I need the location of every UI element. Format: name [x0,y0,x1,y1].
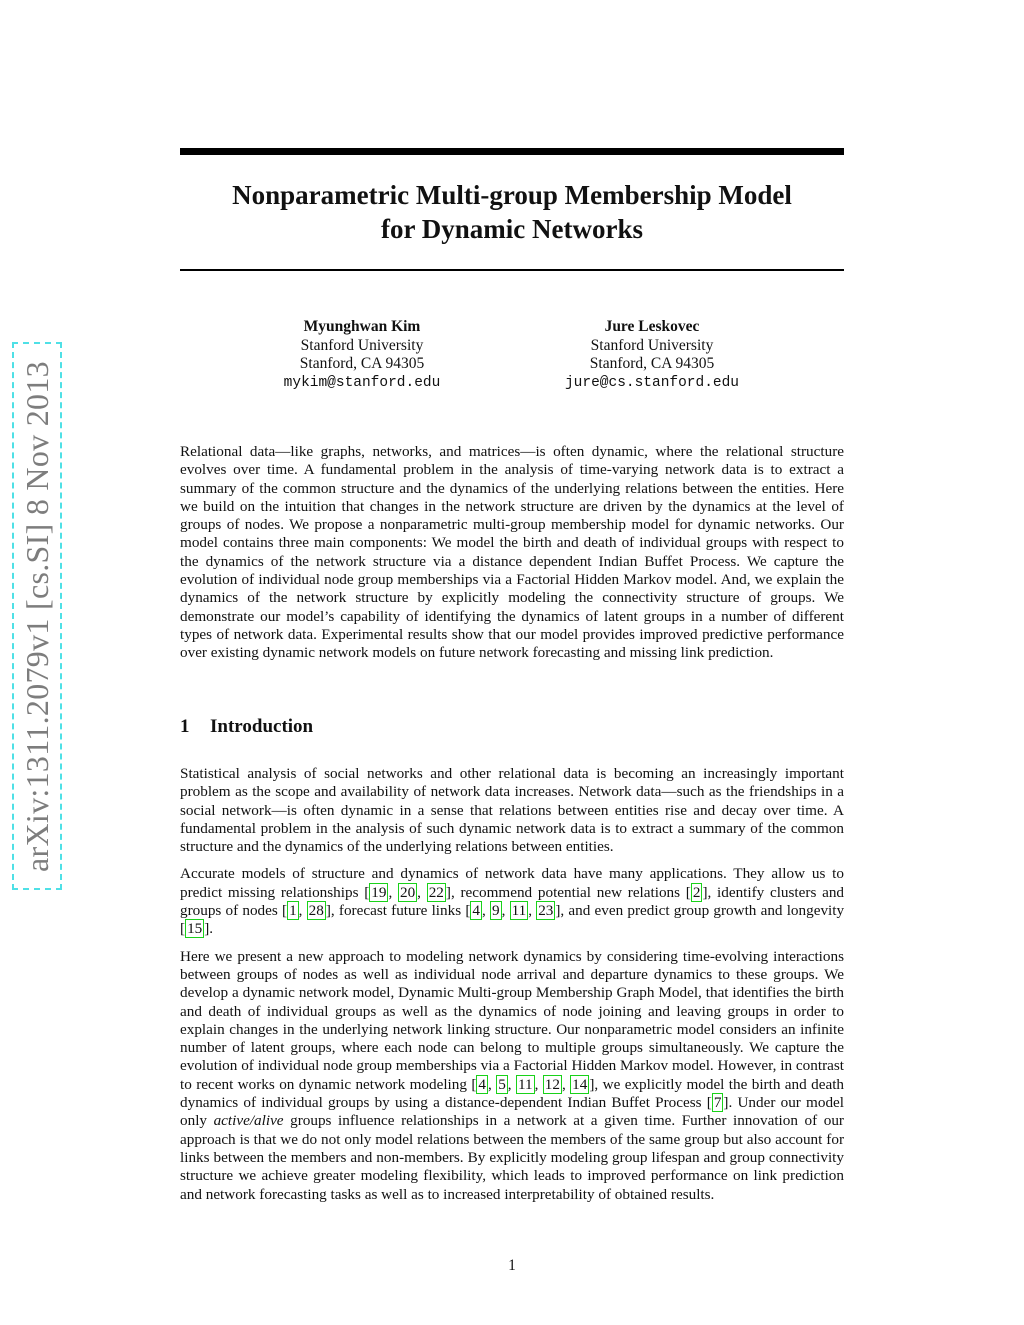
author-address: Stanford, CA 94305 [299,355,425,372]
title-top-rule [180,148,844,155]
text-run: , [501,902,510,920]
citation-link[interactable]: 11 [517,1075,533,1093]
citation-link[interactable]: 22 [428,883,444,901]
text-run: , [528,902,537,920]
citation-link[interactable]: 28 [308,902,324,920]
introduction-body [180,765,844,1213]
citation-link[interactable]: 7 [713,1094,722,1112]
text-run: , [388,883,398,901]
text-run: , [561,1075,571,1093]
paragraph-3 [180,948,844,1204]
author-email[interactable]: jure@cs.stanford.edu [564,374,740,391]
text-run: , [488,1075,497,1093]
arxiv-id: arXiv:1311.2079v1 [cs.SI] 8 Nov 2013 [18,360,55,872]
abstract-text: Relational data—like graphs, networks, and matrices—is often dynamic, where the relational structure evolves over time. A fundamental problem in the analysis of time-varying network data is to extract a summary of the common structure and the dynamics of the underlying relations between the entities. Here we build on the intuition that changes in the network structure are driven by the dynamics at the level of groups of nodes. We propose a nonparametric multi-group membership model for dynamic networks. Our model contains three main components: We model the birth and death of individual groups with respect to the dynamics of the network structure via a distance dependent Indian Buffet Process. We capture the evolution of individual node group memberships via a Factorial Hidden Markov model. And, we explain the dynamics of the network structure by explicitly modeling the connectivity structure of groups. We demonstrate our model’s capability of identifying the dynamics of latent groups in a number of different types of network data. Experimental results show that our model provides improved predictive performance over existing dynamic network models on future network forecasting and missing link prediction. [180,443,844,662]
arxiv-stamp [12,342,62,890]
paper-title [180,178,844,246]
author-affiliation: Stanford University [300,336,424,354]
title-line-2: for Dynamic Networks [381,214,643,244]
text-run: ], forecast future links [ [325,902,471,920]
text-run: , [534,1075,543,1093]
text-run: ], recommend potential new relations [ [445,883,691,901]
text-run: , [507,1075,516,1093]
citation-link[interactable]: 11 [511,902,527,920]
text-run: Accurate models of structure and dynamics of network data have many applications. They allow us to predict missing relationships [ [180,865,844,901]
citation-link[interactable]: 12 [544,1075,560,1093]
text-run: groups influence relationships in a network at a given time. Further innovation of our approach is that we do not only model relations between the members of the same group but also account for links between the members and non-members. By explicitly modeling group lifespan and group connectivity structure we achieve greater modeling flexibility, which leads to improved performance on link prediction and network forecasting tasks as well as to increased interpretability of obtained results. [180,1112,844,1203]
text-run: ], and even predict group growth and longevity [ [180,902,845,938]
author-block-2 [522,318,782,392]
author-name: Jure Leskovec [604,318,700,335]
author-address: Stanford, CA 94305 [589,355,715,372]
text-run: , [481,902,490,920]
citation-link[interactable]: 5 [498,1075,506,1093]
author-block-1 [232,318,492,392]
text-run: , [298,902,307,920]
section-title: Introduction [210,716,314,737]
text-run: ]. [204,920,214,938]
section-heading [180,716,313,738]
citation-link[interactable]: 9 [491,902,500,920]
author-email[interactable]: mykim@stanford.edu [283,374,441,391]
text-run: ], identify clusters and groups of nodes [ [180,883,845,920]
citation-link[interactable]: 1 [289,902,297,920]
title-line-1: Nonparametric Multi-group Membership Model [232,180,792,210]
text-run: , [417,883,427,901]
text-run: Here we present a new approach to modeling network dynamics by considering time-evolving interactions between groups of nodes as well as individual node arrival and departure dynamics to these groups. We develop a dynamic network model, Dynamic Multi-group Membership Graph Model, that identifies the birth and death of individual groups as well as the dynamics of node joining and leaving groups in order to explain changes in the underlying network linking structure. Our nonparametric model considers an infinite number of latent groups, where each node can belong to multiple groups simultaneously. We capture the evolution of individual node group memberships via a Factorial Hidden Markov model. However, in contrast to recent works on dynamic network modeling [ [180,947,844,1093]
abstract [180,443,844,672]
author-affiliation: Stanford University [590,336,714,354]
title-bottom-rule [180,269,844,271]
citation-link[interactable]: 19 [371,883,387,901]
citation-link[interactable]: 4 [472,902,480,920]
paragraph-2 [180,865,844,938]
section-number: 1 [180,716,190,737]
citation-link[interactable]: 14 [572,1075,588,1093]
citation-link[interactable]: 23 [538,902,554,920]
text-run: ], we explicitly model the birth and death dynamics of individual groups by using a distance-dependent Indian Buffet Process [ [180,1075,845,1112]
citation-link[interactable]: 20 [399,883,416,901]
text-run: ]. Under our model only [180,1094,845,1130]
emphasis-text: active/alive [213,1112,284,1130]
citation-link[interactable]: 2 [692,883,701,901]
citation-link[interactable]: 4 [478,1075,487,1093]
citation-link[interactable]: 15 [187,920,203,938]
author-name: Myunghwan Kim [303,318,421,335]
page-number: 1 [508,1257,516,1274]
paragraph-1: Statistical analysis of social networks and other relational data is becoming an increasingly important problem as the scope and availability of network data increases. Network data—such as the friendships in a social network—is often dynamic in a sense that relations between entities rise and decay over time. A fundamental problem in the analysis of such dynamic network data is to extract a summary of the common structure and the dynamics of the underlying relations between entities. [180,765,844,856]
